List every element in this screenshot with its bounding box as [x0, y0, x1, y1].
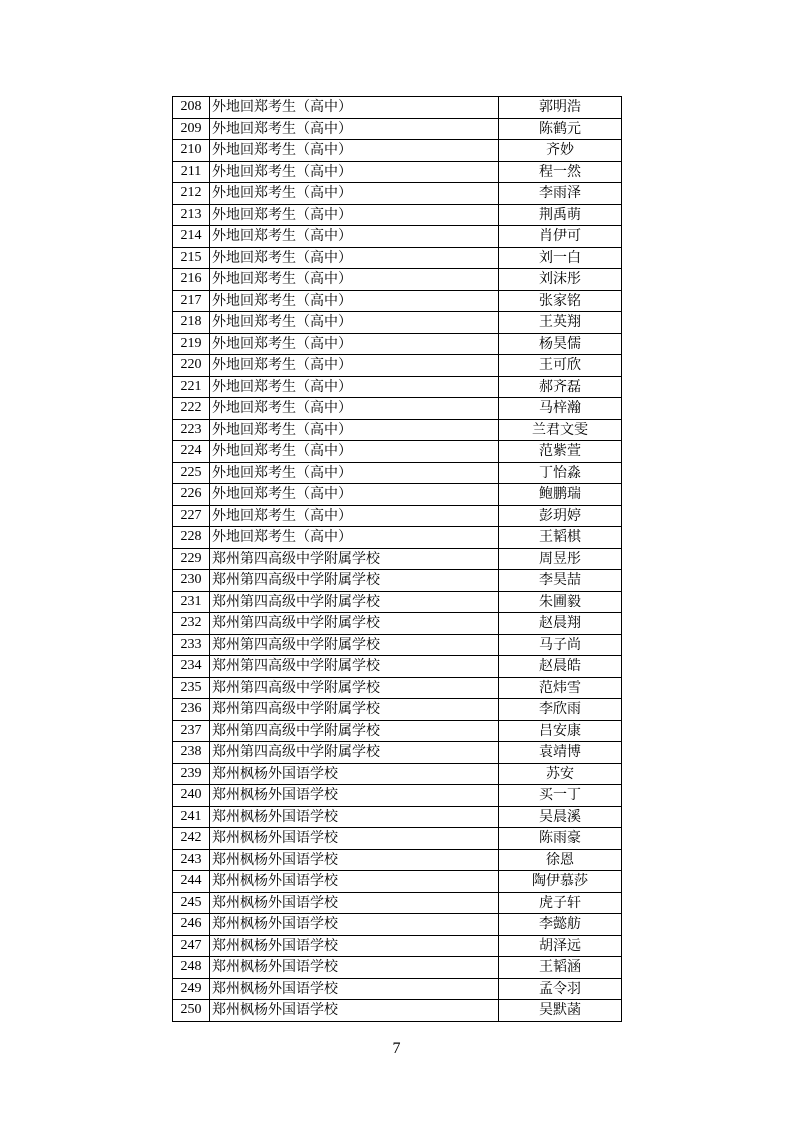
row-number-cell: 233 [173, 634, 210, 656]
table-row [173, 118, 622, 140]
table-row [173, 613, 622, 635]
school-cell: 郑州第四高级中学附属学校 [210, 548, 499, 570]
school-cell: 郑州枫杨外国语学校 [210, 785, 499, 807]
row-number-cell: 215 [173, 247, 210, 269]
student-name-cell: 陶伊慕莎 [499, 871, 622, 893]
student-name-cell: 李昊喆 [499, 570, 622, 592]
school-cell: 外地回郑考生（高中） [210, 161, 499, 183]
table-row [173, 892, 622, 914]
school-cell: 外地回郑考生（高中） [210, 312, 499, 334]
table-row [173, 742, 622, 764]
table-row [173, 419, 622, 441]
student-name-cell: 丁怡淼 [499, 462, 622, 484]
row-number-cell: 211 [173, 161, 210, 183]
school-cell: 外地回郑考生（高中） [210, 118, 499, 140]
row-number-cell: 238 [173, 742, 210, 764]
row-number-cell: 227 [173, 505, 210, 527]
student-name-cell: 彭玥婷 [499, 505, 622, 527]
table-row [173, 806, 622, 828]
student-name-cell: 李欣雨 [499, 699, 622, 721]
school-cell: 外地回郑考生（高中） [210, 484, 499, 506]
table-row [173, 763, 622, 785]
row-number-cell: 214 [173, 226, 210, 248]
school-cell: 外地回郑考生（高中） [210, 333, 499, 355]
table-row [173, 376, 622, 398]
table-row [173, 462, 622, 484]
table-row [173, 699, 622, 721]
table-row [173, 527, 622, 549]
school-cell: 郑州第四高级中学附属学校 [210, 720, 499, 742]
row-number-cell: 212 [173, 183, 210, 205]
row-number-cell: 235 [173, 677, 210, 699]
student-name-cell: 杨昊儒 [499, 333, 622, 355]
row-number-cell: 230 [173, 570, 210, 592]
school-cell: 外地回郑考生（高中） [210, 247, 499, 269]
school-cell: 外地回郑考生（高中） [210, 462, 499, 484]
table-row [173, 441, 622, 463]
student-name-cell: 苏安 [499, 763, 622, 785]
row-number-cell: 210 [173, 140, 210, 162]
student-name-cell: 袁靖博 [499, 742, 622, 764]
row-number-cell: 223 [173, 419, 210, 441]
page-number: 7 [392, 1040, 401, 1057]
school-cell: 郑州枫杨外国语学校 [210, 828, 499, 850]
student-name-cell: 王可欣 [499, 355, 622, 377]
row-number-cell: 226 [173, 484, 210, 506]
school-cell: 郑州第四高级中学附属学校 [210, 742, 499, 764]
student-name-cell: 范炜雪 [499, 677, 622, 699]
row-number-cell: 234 [173, 656, 210, 678]
table-row [173, 570, 622, 592]
school-cell: 外地回郑考生（高中） [210, 505, 499, 527]
table-row [173, 656, 622, 678]
school-cell: 外地回郑考生（高中） [210, 376, 499, 398]
roster-table-body [173, 97, 622, 1022]
table-row [173, 290, 622, 312]
student-name-cell: 王韬棋 [499, 527, 622, 549]
row-number-cell: 222 [173, 398, 210, 420]
student-name-cell: 徐恩 [499, 849, 622, 871]
row-number-cell: 237 [173, 720, 210, 742]
student-name-cell: 陈鹤元 [499, 118, 622, 140]
table-row [173, 204, 622, 226]
school-cell: 郑州枫杨外国语学校 [210, 849, 499, 871]
student-name-cell: 马子尚 [499, 634, 622, 656]
row-number-cell: 243 [173, 849, 210, 871]
row-number-cell: 208 [173, 97, 210, 119]
row-number-cell: 246 [173, 914, 210, 936]
table-row [173, 312, 622, 334]
student-name-cell: 范紫萱 [499, 441, 622, 463]
table-row [173, 978, 622, 1000]
table-row [173, 634, 622, 656]
student-name-cell: 虎子轩 [499, 892, 622, 914]
row-number-cell: 224 [173, 441, 210, 463]
row-number-cell: 218 [173, 312, 210, 334]
row-number-cell: 219 [173, 333, 210, 355]
table-row [173, 677, 622, 699]
row-number-cell: 247 [173, 935, 210, 957]
student-name-cell: 李雨泽 [499, 183, 622, 205]
table-row [173, 398, 622, 420]
school-cell: 郑州枫杨外国语学校 [210, 1000, 499, 1022]
school-cell: 郑州第四高级中学附属学校 [210, 656, 499, 678]
student-name-cell: 郭明浩 [499, 97, 622, 119]
student-name-cell: 朱圃毅 [499, 591, 622, 613]
student-name-cell: 刘沫彤 [499, 269, 622, 291]
student-name-cell: 郝齐磊 [499, 376, 622, 398]
row-number-cell: 239 [173, 763, 210, 785]
school-cell: 外地回郑考生（高中） [210, 204, 499, 226]
school-cell: 郑州第四高级中学附属学校 [210, 677, 499, 699]
student-name-cell: 齐妙 [499, 140, 622, 162]
row-number-cell: 245 [173, 892, 210, 914]
row-number-cell: 250 [173, 1000, 210, 1022]
table-row [173, 935, 622, 957]
student-name-cell: 马梓瀚 [499, 398, 622, 420]
row-number-cell: 242 [173, 828, 210, 850]
row-number-cell: 221 [173, 376, 210, 398]
row-number-cell: 228 [173, 527, 210, 549]
school-cell: 郑州第四高级中学附属学校 [210, 699, 499, 721]
school-cell: 郑州枫杨外国语学校 [210, 914, 499, 936]
table-row [173, 720, 622, 742]
row-number-cell: 244 [173, 871, 210, 893]
table-row [173, 247, 622, 269]
school-cell: 郑州枫杨外国语学校 [210, 871, 499, 893]
student-name-cell: 胡泽远 [499, 935, 622, 957]
table-row [173, 505, 622, 527]
school-cell: 郑州枫杨外国语学校 [210, 763, 499, 785]
table-row [173, 161, 622, 183]
school-cell: 外地回郑考生（高中） [210, 290, 499, 312]
row-number-cell: 217 [173, 290, 210, 312]
row-number-cell: 225 [173, 462, 210, 484]
student-name-cell: 吕安康 [499, 720, 622, 742]
student-name-cell: 吴晨溪 [499, 806, 622, 828]
student-name-cell: 买一丁 [499, 785, 622, 807]
student-name-cell: 刘一白 [499, 247, 622, 269]
table-row [173, 333, 622, 355]
school-cell: 郑州第四高级中学附属学校 [210, 570, 499, 592]
school-cell: 郑州第四高级中学附属学校 [210, 634, 499, 656]
student-name-cell: 王韬涵 [499, 957, 622, 979]
table-row [173, 849, 622, 871]
row-number-cell: 220 [173, 355, 210, 377]
table-row [173, 226, 622, 248]
table-row [173, 871, 622, 893]
table-row [173, 97, 622, 119]
row-number-cell: 249 [173, 978, 210, 1000]
school-cell: 郑州枫杨外国语学校 [210, 935, 499, 957]
school-cell: 郑州枫杨外国语学校 [210, 957, 499, 979]
student-name-cell: 李懿舫 [499, 914, 622, 936]
student-name-cell: 周昱彤 [499, 548, 622, 570]
student-name-cell: 赵晨皓 [499, 656, 622, 678]
school-cell: 外地回郑考生（高中） [210, 355, 499, 377]
student-name-cell: 肖伊可 [499, 226, 622, 248]
table-row [173, 957, 622, 979]
row-number-cell: 248 [173, 957, 210, 979]
row-number-cell: 236 [173, 699, 210, 721]
roster-table [172, 96, 622, 1022]
student-name-cell: 鲍鹏瑞 [499, 484, 622, 506]
school-cell: 外地回郑考生（高中） [210, 398, 499, 420]
student-name-cell: 吴默菡 [499, 1000, 622, 1022]
school-cell: 郑州枫杨外国语学校 [210, 978, 499, 1000]
student-name-cell: 荆禹萌 [499, 204, 622, 226]
school-cell: 外地回郑考生（高中） [210, 226, 499, 248]
table-row [173, 828, 622, 850]
row-number-cell: 216 [173, 269, 210, 291]
row-number-cell: 229 [173, 548, 210, 570]
table-row [173, 140, 622, 162]
student-name-cell: 兰君文雯 [499, 419, 622, 441]
school-cell: 外地回郑考生（高中） [210, 97, 499, 119]
student-name-cell: 赵晨翔 [499, 613, 622, 635]
student-name-cell: 陈雨豪 [499, 828, 622, 850]
row-number-cell: 232 [173, 613, 210, 635]
school-cell: 外地回郑考生（高中） [210, 441, 499, 463]
student-name-cell: 孟令羽 [499, 978, 622, 1000]
school-cell: 外地回郑考生（高中） [210, 140, 499, 162]
table-row [173, 183, 622, 205]
school-cell: 郑州第四高级中学附属学校 [210, 591, 499, 613]
school-cell: 外地回郑考生（高中） [210, 527, 499, 549]
student-name-cell: 张家铭 [499, 290, 622, 312]
table-row [173, 785, 622, 807]
table-row [173, 591, 622, 613]
row-number-cell: 213 [173, 204, 210, 226]
school-cell: 外地回郑考生（高中） [210, 183, 499, 205]
school-cell: 外地回郑考生（高中） [210, 419, 499, 441]
school-cell: 郑州枫杨外国语学校 [210, 806, 499, 828]
table-row [173, 484, 622, 506]
row-number-cell: 240 [173, 785, 210, 807]
school-cell: 外地回郑考生（高中） [210, 269, 499, 291]
row-number-cell: 209 [173, 118, 210, 140]
table-row [173, 1000, 622, 1022]
table-row [173, 548, 622, 570]
row-number-cell: 241 [173, 806, 210, 828]
school-cell: 郑州枫杨外国语学校 [210, 892, 499, 914]
student-name-cell: 程一然 [499, 161, 622, 183]
table-row [173, 355, 622, 377]
table-row [173, 914, 622, 936]
school-cell: 郑州第四高级中学附属学校 [210, 613, 499, 635]
table-row [173, 269, 622, 291]
row-number-cell: 231 [173, 591, 210, 613]
student-name-cell: 王英翔 [499, 312, 622, 334]
